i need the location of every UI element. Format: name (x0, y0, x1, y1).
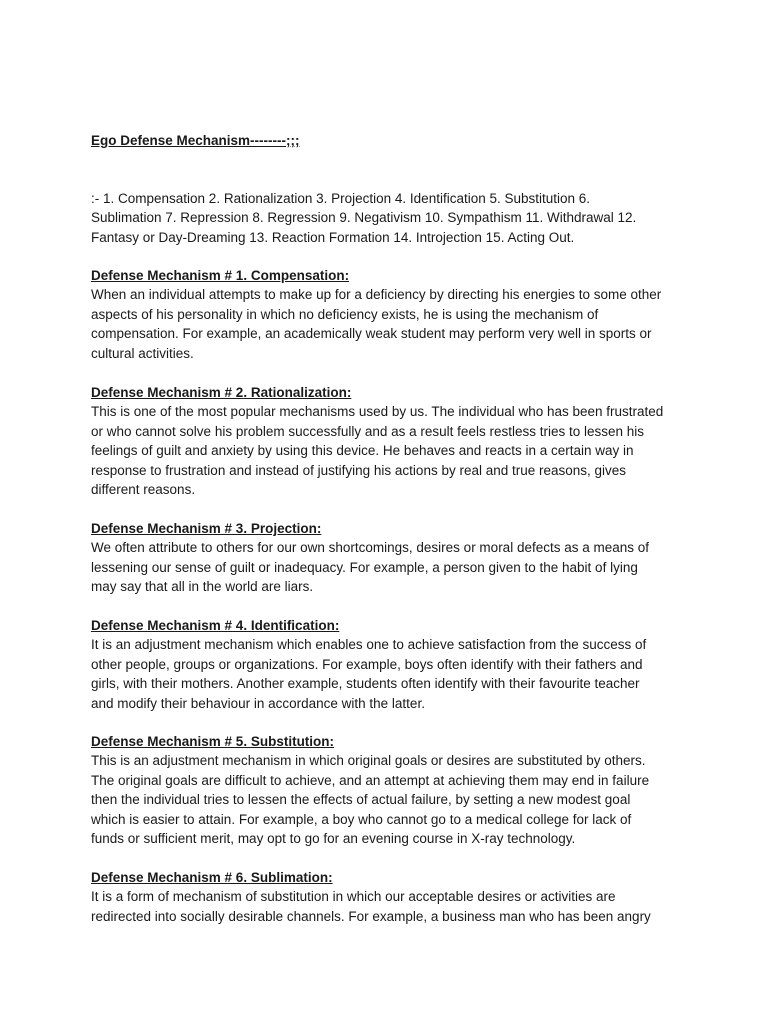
section-identification (91, 616, 691, 713)
section-body (91, 751, 691, 848)
section-heading: Defense Mechanism # 4. Identification: (91, 618, 340, 633)
body-line: It is an adjustment mechanism which enables one to achieve satisfaction from the success of (91, 637, 647, 653)
section-compensation (91, 266, 691, 363)
body-line: and modify their behaviour in accordance with the latter. (91, 695, 425, 711)
body-line: response to frustration and instead of justifying his actions by real and true reasons, gives (91, 462, 627, 478)
section-projection (91, 519, 691, 597)
section-body (91, 402, 691, 499)
section-heading: Defense Mechanism # 3. Projection: (91, 521, 322, 536)
section-body (91, 635, 691, 713)
body-line: This is one of the most popular mechanisms used by us. The individual who has been frustrated (91, 404, 664, 420)
section-body (91, 285, 691, 363)
body-line: redirected into socially desirable channels. For example, a business man who has been angry (91, 908, 651, 924)
section-heading: Defense Mechanism # 6. Sublimation: (91, 870, 333, 885)
section-body (91, 538, 691, 596)
body-line: We often attribute to others for our own shortcomings, desires or moral defects as a means of (91, 540, 650, 556)
body-line: which is easier to attain. For example, a boy who cannot go to a medical college for lack of (91, 811, 632, 827)
body-line: may say that all in the world are liars. (91, 579, 314, 595)
section-substitution (91, 732, 691, 848)
section-heading: Defense Mechanism # 1. Compensation: (91, 268, 350, 283)
body-line: then the individual tries to lessen the effects of actual failure, by setting a new modest goal (91, 792, 631, 808)
section-heading: Defense Mechanism # 5. Substitution: (91, 734, 335, 749)
body-line: different reasons. (91, 482, 196, 498)
body-line: lessening our sense of guilt or inadequacy. For example, a person given to the habit of lying (91, 559, 638, 575)
body-line: This is an adjustment mechanism in which original goals or desires are substituted by others. (91, 753, 646, 769)
document-title: Ego Defense Mechanism--------;;; (91, 133, 300, 148)
section-sublimation (91, 868, 691, 926)
body-line: funds or sufficient merit, may opt to go for an evening course in X-ray technology. (91, 831, 576, 847)
body-line: or who cannot solve his problem successfully and as a result feels restless tries to lessen his (91, 423, 645, 439)
body-line: The original goals are difficult to achieve, and an attempt at achieving them may end in failure (91, 772, 650, 788)
body-line: other people, groups or organizations. For example, boys often identify with their fathers and (91, 656, 643, 672)
intro-list: :- 1. Compensation 2. Rationalization 3. Projection 4. Identification 5. Substitution 6. Sublimation 7. Repression 8. Regression 9. Negativism 10. Sympathism 11. Withdrawal 12. Fantasy or Day-Dreaming 13. Reaction Formation 14. Introjection 15. Acting Out. (91, 191, 637, 245)
body-line: feelings of guilt and anxiety by using this device. He behaves and reacts in a certain way in (91, 443, 634, 459)
body-line: It is a form of mechanism of substitution in which our acceptable desires or activities are (91, 889, 616, 905)
body-line: cultural activities. (91, 345, 194, 361)
section-heading: Defense Mechanism # 2. Rationalization: (91, 385, 352, 400)
section-body (91, 887, 691, 926)
body-line: When an individual attempts to make up for a deficiency by directing his energies to some other (91, 287, 662, 303)
body-line: aspects of his personality in which no deficiency exists, he is using the mechanism of (91, 306, 599, 322)
body-line: compensation. For example, an academically weak student may perform very well in sports or (91, 326, 652, 342)
section-rationalization (91, 383, 691, 499)
body-line: girls, with their mothers. Another example, students often identify with their favourite teacher (91, 676, 640, 692)
